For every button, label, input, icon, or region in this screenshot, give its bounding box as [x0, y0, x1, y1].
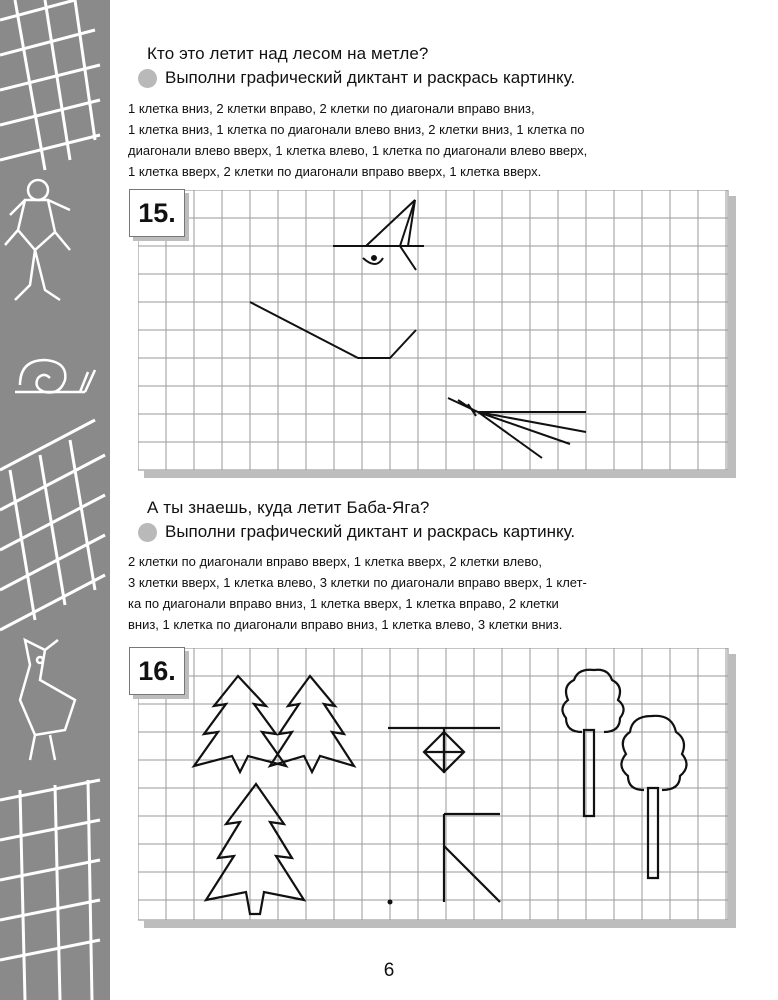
- dictation-line: диагонали влево вверх, 1 клетка влево, 1 клетка по диагонали влево вверх,: [128, 143, 588, 158]
- page-number: 6: [383, 960, 395, 981]
- dictation-line: 1 клетка вверх, 2 клетки по диагонали вправо вверх, 1 клетка вверх.: [128, 164, 542, 179]
- bullet-icon: [138, 69, 157, 88]
- dictation-line: 3 клетки вверх, 1 клетка влево, 3 клетки по диагонали вправо вверх, 1 клет-: [128, 575, 587, 590]
- dictation-line: ка по диагонали вправо вниз, 1 клетка вверх, 1 клетка вправо, 2 клетки: [128, 596, 559, 611]
- bullet-icon: [138, 523, 157, 542]
- exercise-15-task: [138, 68, 575, 88]
- exercise-15-question: Кто это летит над лесом на метле?: [147, 44, 429, 63]
- dictation-line: 1 клетка вниз, 2 клетки вправо, 2 клетки по диагонали вправо вниз,: [128, 101, 535, 116]
- exercise-16-task-text: Выполни графический диктант и раскрась картинку.: [165, 522, 576, 541]
- dictation-line: 2 клетки по диагонали вправо вверх, 1 клетка вверх, 2 клетки влево,: [128, 554, 542, 569]
- exercise-16-task: [138, 522, 575, 542]
- start-point: [388, 900, 393, 905]
- exercise-16-number: 16.: [129, 647, 185, 695]
- grid-16: [138, 648, 738, 930]
- exercise-15-number: 15.: [129, 189, 185, 237]
- dictation-line: вниз, 1 клетка по диагонали вправо вниз, 1 клетка влево, 3 клетки вниз.: [128, 617, 563, 632]
- dictation-line: 1 клетка вниз, 1 клетка по диагонали влево вниз, 2 клетки вниз, 1 клетка по: [128, 122, 585, 137]
- exercise-16-dictation: [128, 551, 728, 635]
- decorative-sidebar: [0, 0, 110, 1000]
- exercise-15-task-text: Выполни графический диктант и раскрась картинку.: [165, 68, 576, 87]
- grid-15: [138, 190, 738, 480]
- exercise-16-question: А ты знаешь, куда летит Баба-Яга?: [147, 498, 430, 517]
- exercise-15-dictation: [128, 98, 728, 182]
